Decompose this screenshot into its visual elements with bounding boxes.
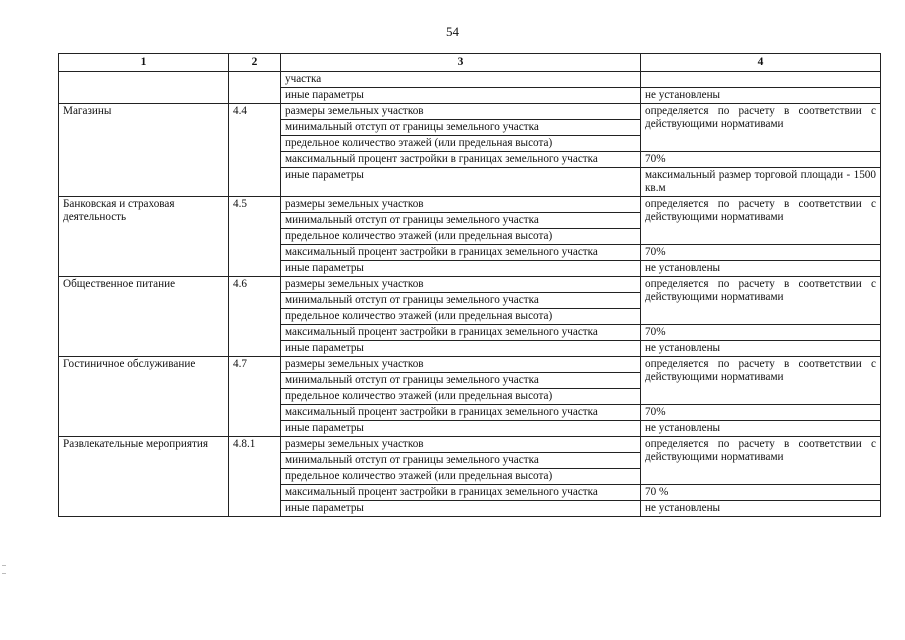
param-coverage: максимальный процент застройки в границах земельного участка	[281, 152, 641, 168]
value-other: максимальный размер торговой площади - 1500 кв.м	[641, 168, 881, 197]
use-type-code: 4.6	[229, 277, 281, 357]
value-other: не установлены	[641, 341, 881, 357]
param-coverage: максимальный процент застройки в границах земельного участка	[281, 245, 641, 261]
param-other: иные параметры	[281, 168, 641, 197]
use-type-name: Банковская и страховая деятельность	[59, 197, 229, 277]
empty-cell	[59, 72, 229, 104]
use-type-code: 4.7	[229, 357, 281, 437]
header-col-4: 4	[641, 54, 881, 72]
param-other: иные параметры	[281, 341, 641, 357]
value-calc: определяется по расчету в соответствии с действующими нормативами	[641, 357, 881, 405]
value-calc: определяется по расчету в соответствии с действующими нормативами	[641, 437, 881, 485]
value-other: не установлены	[641, 421, 881, 437]
header-col-3: 3	[281, 54, 641, 72]
header-col-1: 1	[59, 54, 229, 72]
value-calc: определяется по расчету в соответствии с действующими нормативами	[641, 104, 881, 152]
use-type-name: Гостиничное обслуживание	[59, 357, 229, 437]
value-coverage: 70%	[641, 152, 881, 168]
param-indent: минимальный отступ от границы земельного участка	[281, 453, 641, 469]
value-coverage: 70%	[641, 325, 881, 341]
regulations-table	[58, 53, 881, 517]
param-floors: предельное количество этажей (или предельная высота)	[281, 389, 641, 405]
table-row	[59, 197, 881, 213]
param-indent: минимальный отступ от границы земельного участка	[281, 120, 641, 136]
param-floors: предельное количество этажей (или предельная высота)	[281, 309, 641, 325]
value-other: не установлены	[641, 261, 881, 277]
use-type-name: Развлекательные мероприятия	[59, 437, 229, 517]
use-type-code: 4.4	[229, 104, 281, 197]
param-size: размеры земельных участков	[281, 437, 641, 453]
value-cell: не установлены	[641, 88, 881, 104]
param-other: иные параметры	[281, 501, 641, 517]
table-row	[59, 277, 881, 293]
param-indent: минимальный отступ от границы земельного участка	[281, 293, 641, 309]
table-row	[59, 104, 881, 120]
value-other: не установлены	[641, 501, 881, 517]
value-cell	[641, 72, 881, 88]
page-number: 54	[446, 24, 459, 39]
param-floors: предельное количество этажей (или предельная высота)	[281, 136, 641, 152]
param-coverage: максимальный процент застройки в границах земельного участка	[281, 405, 641, 421]
param-coverage: максимальный процент застройки в границах земельного участка	[281, 325, 641, 341]
param-size: размеры земельных участков	[281, 357, 641, 373]
use-type-code: 4.5	[229, 197, 281, 277]
header-col-2: 2	[229, 54, 281, 72]
param-indent: минимальный отступ от границы земельного участка	[281, 213, 641, 229]
param-other: иные параметры	[281, 421, 641, 437]
param-size: размеры земельных участков	[281, 197, 641, 213]
value-calc: определяется по расчету в соответствии с действующими нормативами	[641, 197, 881, 245]
scan-edge-mark	[2, 565, 6, 566]
table-row	[59, 72, 881, 88]
table-row	[59, 357, 881, 373]
use-type-name: Магазины	[59, 104, 229, 197]
param-floors: предельное количество этажей (или предельная высота)	[281, 229, 641, 245]
value-coverage: 70%	[641, 405, 881, 421]
header-row	[59, 54, 881, 72]
value-coverage: 70 %	[641, 485, 881, 501]
param-other: иные параметры	[281, 261, 641, 277]
param-size: размеры земельных участков	[281, 104, 641, 120]
param-coverage: максимальный процент застройки в границах земельного участка	[281, 485, 641, 501]
use-type-code: 4.8.1	[229, 437, 281, 517]
value-coverage: 70%	[641, 245, 881, 261]
param-size: размеры земельных участков	[281, 277, 641, 293]
param-cell: иные параметры	[281, 88, 641, 104]
value-calc: определяется по расчету в соответствии с действующими нормативами	[641, 277, 881, 325]
empty-cell	[229, 72, 281, 104]
table-row	[59, 437, 881, 453]
scan-edge-mark	[2, 573, 6, 574]
param-indent: минимальный отступ от границы земельного участка	[281, 373, 641, 389]
param-cell: участка	[281, 72, 641, 88]
use-type-name: Общественное питание	[59, 277, 229, 357]
param-floors: предельное количество этажей (или предельная высота)	[281, 469, 641, 485]
